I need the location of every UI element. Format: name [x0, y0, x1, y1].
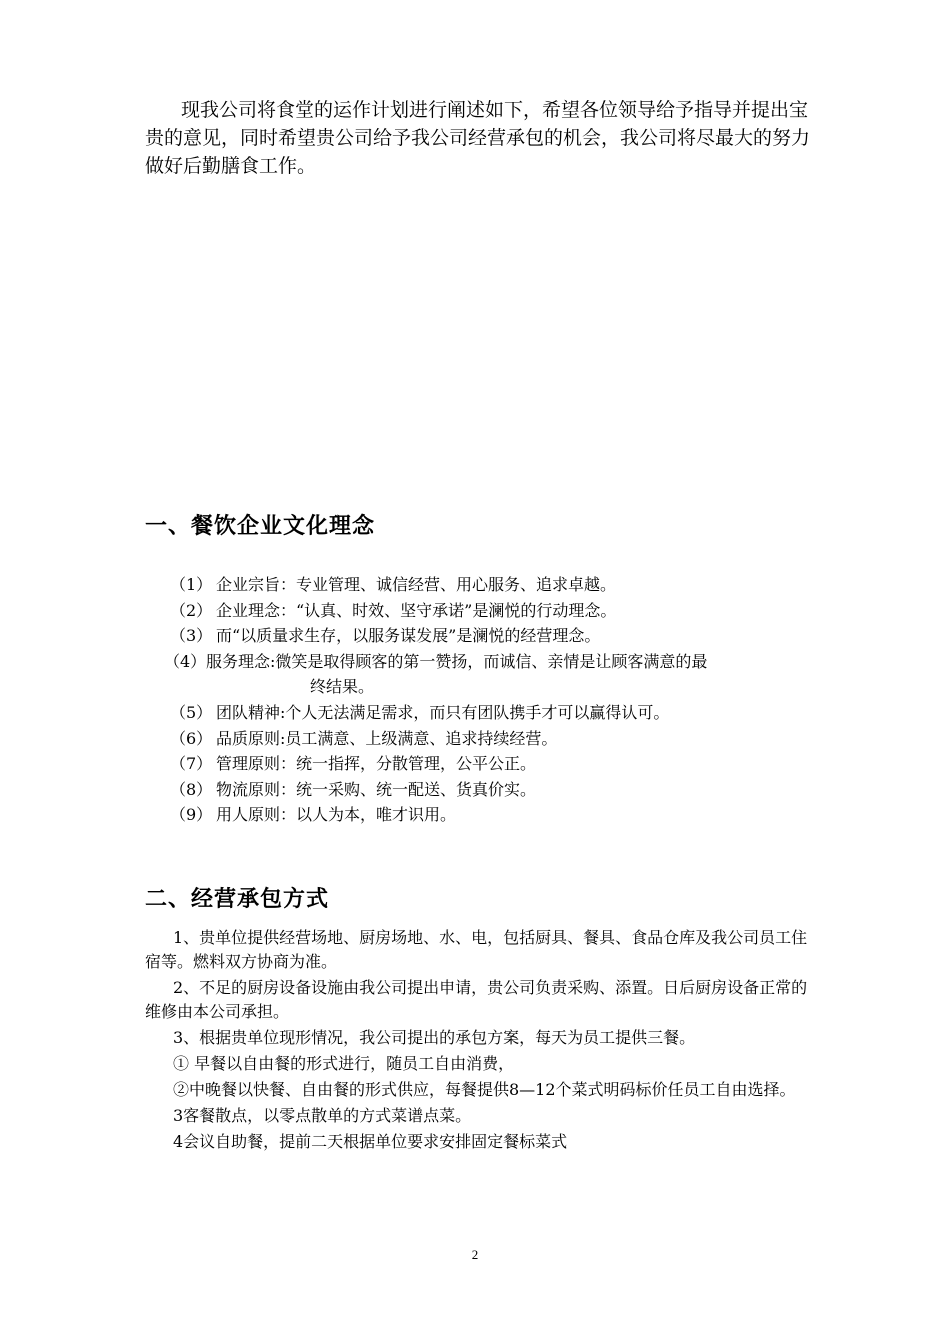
- list-item: [170, 623, 820, 649]
- item-number: （2）: [170, 600, 213, 620]
- item-text: 企业理念：“认真、时效、坚守承诺”是澜悦的行动理念。: [216, 600, 617, 620]
- contract-paragraph: 4会议自助餐，提前二天根据单位要求安排固定餐标菜式: [173, 1132, 568, 1151]
- contract-paragraph: 3、根据贵单位现形情况，我公司提出的承包方案，每天为员工提供三餐。: [173, 1028, 696, 1047]
- item-text: 管理原则：统一指挥，分散管理，公平公正。: [216, 754, 537, 774]
- item-number: （5）: [170, 702, 213, 722]
- list-item: [164, 649, 820, 700]
- item-text: 团队精神:个人无法满足需求，而只有团队携手才可以赢得认可。: [216, 702, 670, 722]
- contract-section-body: [145, 926, 813, 1156]
- contract-paragraph: 2、不足的厨房设备设施由我公司提出申请，贵公司负责采购、添置。日后厨房设备正常的维修由本公司承担。: [145, 978, 808, 1021]
- item-number: （6）: [170, 728, 213, 748]
- item-text: 用人原则：以人为本，唯才识用。: [216, 805, 457, 825]
- intro-paragraph: 现我公司将食堂的运作计划进行阐述如下，希望各位领导给予指导并提出宝贵的意见，同时希望贵公司给予我公司经营承包的机会，我公司将尽最大的努力做好后勤膳食工作。: [145, 99, 811, 177]
- contract-paragraph: 3客餐散点，以零点散单的方式菜谱点菜。: [173, 1106, 472, 1125]
- list-item: [170, 777, 820, 803]
- item-number: （1）: [170, 575, 213, 594]
- item-text: 企业宗旨：专业管理、诚信经营、用心服务、追求卓越。: [216, 575, 617, 594]
- list-item: [170, 598, 820, 624]
- item-number: （4）: [164, 651, 207, 671]
- contract-paragraph: ① 早餐以自由餐的形式进行，随员工自由消费，: [173, 1054, 515, 1073]
- item-text: 而“以质量求生存，以服务谋发展”是澜悦的经营理念。: [216, 626, 601, 646]
- culture-principles-list: [164, 572, 820, 828]
- item-number: （9）: [170, 805, 213, 825]
- item-text: 服务理念:微笑是取得顾客的第一赞扬，而诚信、亲情是让顾客满意的最: [206, 651, 708, 671]
- list-item: [170, 700, 820, 726]
- contract-paragraph: 1、贵单位提供经营场地、厨房场地、水、电，包括厨具、餐具、食品仓库及我公司员工住宿等。燃料双方协商为准。: [145, 928, 808, 971]
- section-heading-culture: 一、餐饮企业文化理念: [145, 514, 376, 539]
- item-number: （8）: [170, 779, 213, 799]
- list-item: [170, 802, 820, 828]
- item-text: 品质原则:员工满意、上级满意、追求持续经营。: [216, 728, 558, 748]
- item-text: 物流原则：统一采购、统一配送、货真价实。: [216, 779, 537, 799]
- list-item: [170, 751, 820, 777]
- contract-paragraph: ②中晚餐以快餐、自由餐的形式供应，每餐提供8—12个菜式明码标价任员工自由选择。: [173, 1080, 796, 1099]
- list-item: [170, 726, 820, 752]
- page-number: 2: [471, 1247, 479, 1262]
- item-number: （3）: [170, 626, 213, 646]
- section-heading-contract: 二、经营承包方式: [145, 887, 330, 912]
- item-number: （7）: [170, 754, 213, 774]
- list-item: [170, 572, 820, 598]
- item-text-continuation: 终结果。: [310, 677, 375, 697]
